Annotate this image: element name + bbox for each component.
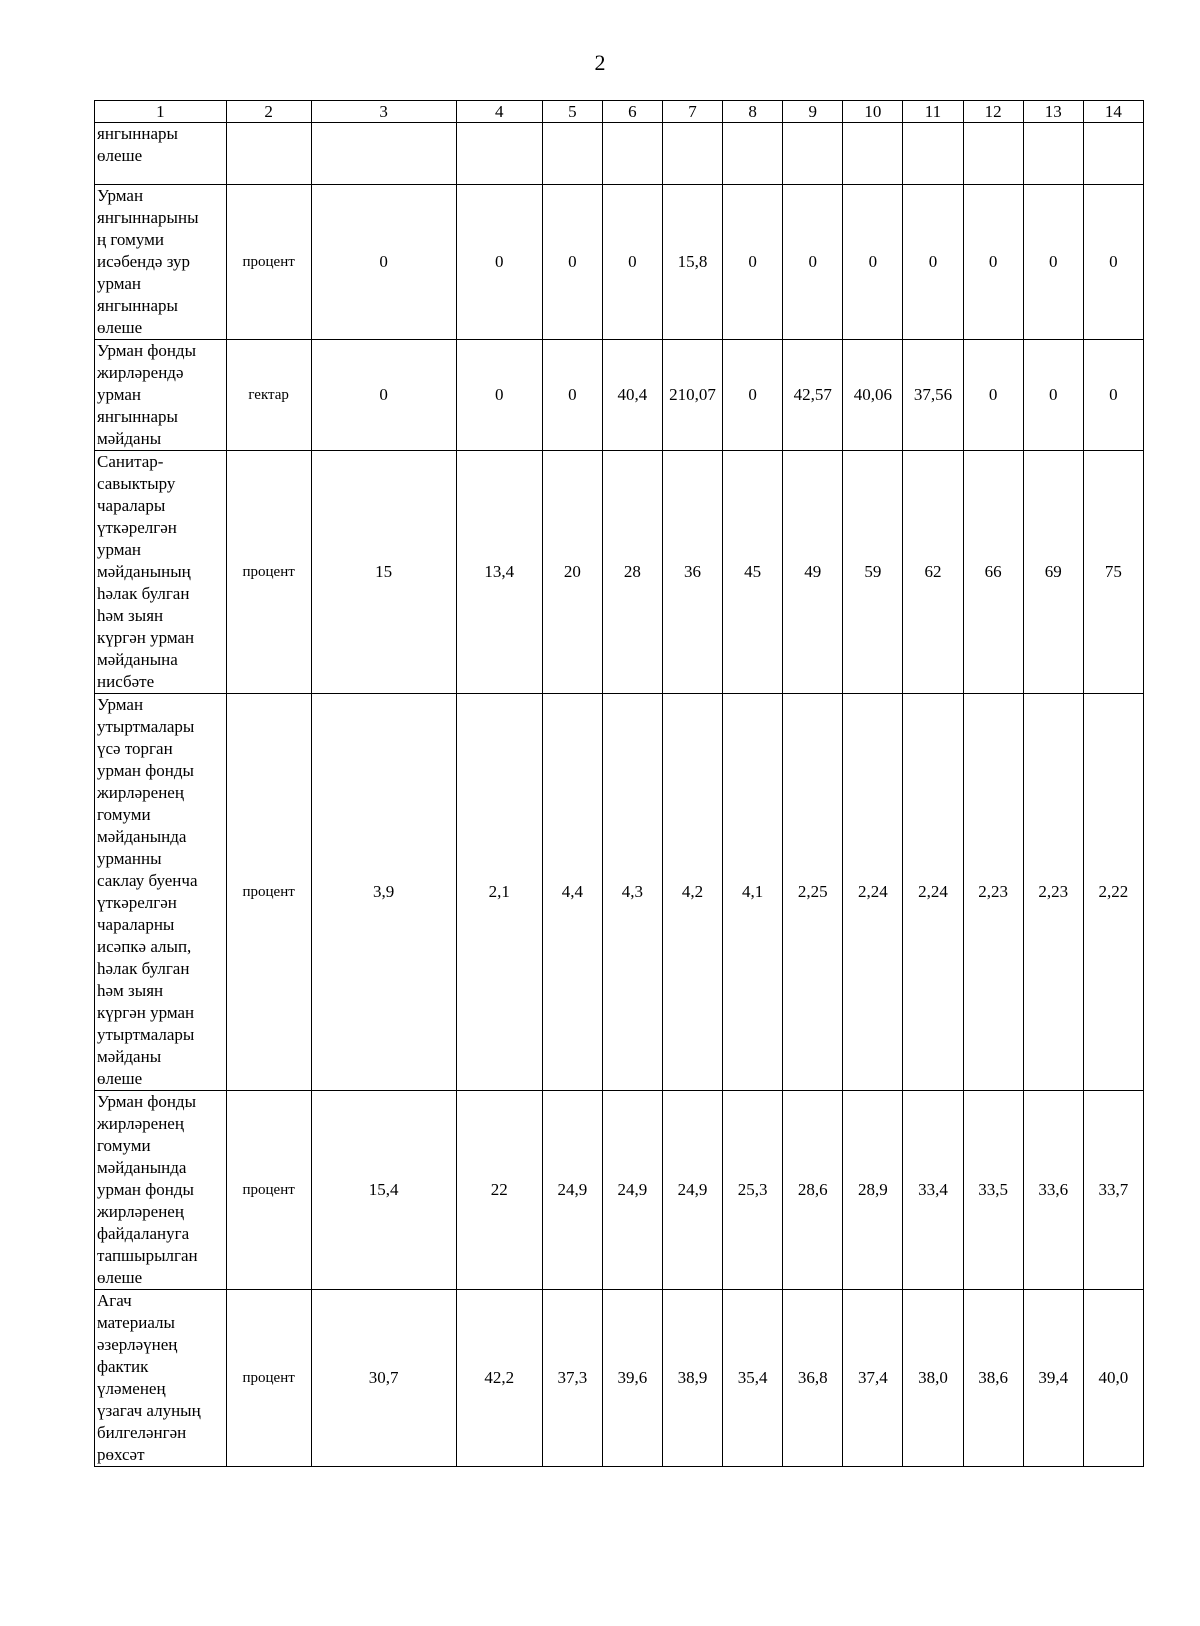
value-cell: 39,6: [602, 1290, 662, 1467]
column-number: 2: [226, 101, 311, 123]
table-row: [95, 123, 1144, 185]
value-cell: 2,23: [963, 694, 1023, 1091]
value-cell: 28,6: [783, 1091, 843, 1290]
value-cell: 36,8: [783, 1290, 843, 1467]
column-number: 8: [723, 101, 783, 123]
value-cell: [903, 123, 963, 185]
value-cell: [1083, 123, 1143, 185]
value-cell: 28: [602, 451, 662, 694]
value-cell: 0: [843, 185, 903, 340]
unit-cell: процент: [226, 1290, 311, 1467]
value-cell: 33,7: [1083, 1091, 1143, 1290]
value-cell: 2,25: [783, 694, 843, 1091]
value-cell: 15: [311, 451, 456, 694]
column-number: 1: [95, 101, 227, 123]
value-cell: 0: [723, 340, 783, 451]
value-cell: 13,4: [456, 451, 542, 694]
value-cell: 35,4: [723, 1290, 783, 1467]
value-cell: 0: [1083, 185, 1143, 340]
column-number: 13: [1023, 101, 1083, 123]
value-cell: 2,23: [1023, 694, 1083, 1091]
indicator-label: янгыннары өлеше: [95, 123, 227, 185]
value-cell: 0: [723, 185, 783, 340]
value-cell: [311, 123, 456, 185]
value-cell: 33,5: [963, 1091, 1023, 1290]
page-number: 2: [594, 50, 606, 75]
value-cell: 0: [542, 185, 602, 340]
value-cell: 24,9: [662, 1091, 722, 1290]
value-cell: 37,3: [542, 1290, 602, 1467]
value-cell: 0: [1083, 340, 1143, 451]
value-cell: 42,2: [456, 1290, 542, 1467]
value-cell: 38,0: [903, 1290, 963, 1467]
value-cell: 40,06: [843, 340, 903, 451]
value-cell: 49: [783, 451, 843, 694]
indicator-label: Урман фонды жирләренең гомуми мәйданында урман фонды жирләренең файдалануга тапшырылган өлеше: [95, 1091, 227, 1290]
value-cell: 62: [903, 451, 963, 694]
value-cell: 4,4: [542, 694, 602, 1091]
value-cell: 38,6: [963, 1290, 1023, 1467]
value-cell: [843, 123, 903, 185]
value-cell: 2,24: [843, 694, 903, 1091]
indicator-label: Урман янгыннарыны ң гомуми исәбендә зур урман янгыннары өлеше: [95, 185, 227, 340]
value-cell: [542, 123, 602, 185]
value-cell: 40,4: [602, 340, 662, 451]
value-cell: 0: [903, 185, 963, 340]
value-cell: 36: [662, 451, 722, 694]
indicators-table: [94, 100, 1144, 1467]
value-cell: 66: [963, 451, 1023, 694]
value-cell: 210,07: [662, 340, 722, 451]
value-cell: 15,4: [311, 1091, 456, 1290]
column-number-row: [95, 101, 1144, 123]
value-cell: 0: [963, 185, 1023, 340]
value-cell: 0: [311, 185, 456, 340]
value-cell: 38,9: [662, 1290, 722, 1467]
value-cell: [662, 123, 722, 185]
value-cell: 0: [783, 185, 843, 340]
table-row: [95, 1290, 1144, 1467]
unit-cell: процент: [226, 694, 311, 1091]
column-number: 5: [542, 101, 602, 123]
table-row: [95, 694, 1144, 1091]
value-cell: 28,9: [843, 1091, 903, 1290]
value-cell: 0: [456, 340, 542, 451]
column-number: 14: [1083, 101, 1143, 123]
value-cell: 0: [311, 340, 456, 451]
value-cell: 30,7: [311, 1290, 456, 1467]
value-cell: 0: [1023, 185, 1083, 340]
value-cell: 37,56: [903, 340, 963, 451]
indicator-label: Урман фонды жирләрендә урман янгыннары мәйданы: [95, 340, 227, 451]
value-cell: 75: [1083, 451, 1143, 694]
column-number: 11: [903, 101, 963, 123]
value-cell: 42,57: [783, 340, 843, 451]
value-cell: 0: [456, 185, 542, 340]
unit-cell: гектар: [226, 340, 311, 451]
unit-cell: [226, 123, 311, 185]
value-cell: 59: [843, 451, 903, 694]
value-cell: 24,9: [542, 1091, 602, 1290]
value-cell: 0: [1023, 340, 1083, 451]
indicator-label: Урман утыртмалары үсә торган урман фонды жирләренең гомуми мәйданында урманны саклау буенча үткәрелгән чараларны исәпкә алып, һәлак булган һәм зыян күргән урман утыртмалары мәйданы өлеше: [95, 694, 227, 1091]
value-cell: 0: [542, 340, 602, 451]
value-cell: 4,3: [602, 694, 662, 1091]
value-cell: 2,22: [1083, 694, 1143, 1091]
value-cell: 4,1: [723, 694, 783, 1091]
column-number: 9: [783, 101, 843, 123]
value-cell: 2,1: [456, 694, 542, 1091]
value-cell: 0: [602, 185, 662, 340]
value-cell: 45: [723, 451, 783, 694]
unit-cell: процент: [226, 1091, 311, 1290]
value-cell: 15,8: [662, 185, 722, 340]
value-cell: 4,2: [662, 694, 722, 1091]
value-cell: 3,9: [311, 694, 456, 1091]
value-cell: 0: [963, 340, 1023, 451]
value-cell: 40,0: [1083, 1290, 1143, 1467]
value-cell: [1023, 123, 1083, 185]
value-cell: [456, 123, 542, 185]
value-cell: [783, 123, 843, 185]
table-row: [95, 1091, 1144, 1290]
column-number: 7: [662, 101, 722, 123]
column-number: 12: [963, 101, 1023, 123]
indicator-label: Агач материалы әзерләүнең фактик үләменең үзагач алуның билгеләнгән рөхсәт: [95, 1290, 227, 1467]
value-cell: 37,4: [843, 1290, 903, 1467]
value-cell: 25,3: [723, 1091, 783, 1290]
value-cell: 33,4: [903, 1091, 963, 1290]
indicator-label: Санитар- савыктыру чаралары үткәрелгән урман мәйданының һәлак булган һәм зыян күргән урман мәйданына нисбәте: [95, 451, 227, 694]
value-cell: 24,9: [602, 1091, 662, 1290]
table-row: [95, 185, 1144, 340]
value-cell: 2,24: [903, 694, 963, 1091]
value-cell: [723, 123, 783, 185]
unit-cell: процент: [226, 451, 311, 694]
value-cell: 33,6: [1023, 1091, 1083, 1290]
column-number: 6: [602, 101, 662, 123]
unit-cell: процент: [226, 185, 311, 340]
column-number: 3: [311, 101, 456, 123]
table-row: [95, 340, 1144, 451]
value-cell: 69: [1023, 451, 1083, 694]
value-cell: [963, 123, 1023, 185]
value-cell: 20: [542, 451, 602, 694]
table-row: [95, 451, 1144, 694]
column-number: 4: [456, 101, 542, 123]
value-cell: 39,4: [1023, 1290, 1083, 1467]
value-cell: 22: [456, 1091, 542, 1290]
value-cell: [602, 123, 662, 185]
column-number: 10: [843, 101, 903, 123]
